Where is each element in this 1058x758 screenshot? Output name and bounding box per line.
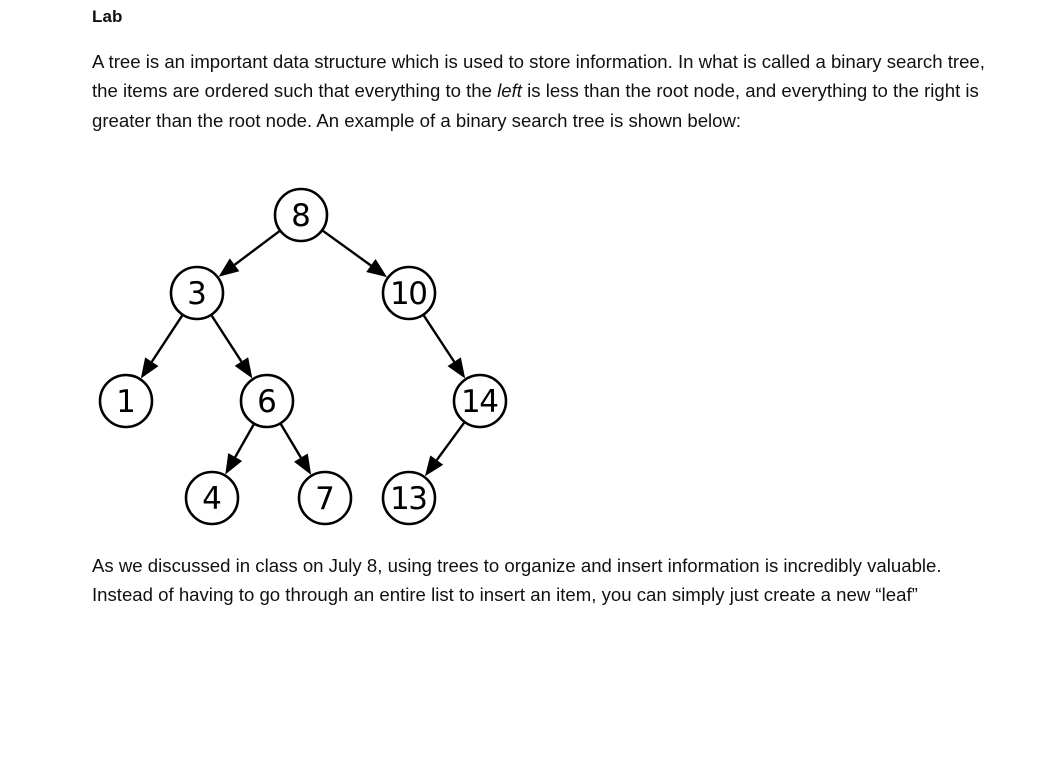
node-label: 10 bbox=[390, 276, 428, 312]
edge-line bbox=[212, 316, 242, 362]
arrowhead-icon bbox=[447, 357, 465, 378]
edge-line bbox=[437, 423, 464, 460]
intro-text-part2: is less than the root node, and everything to the right is greater than the root node. An example of a binary search tree is shown below: bbox=[92, 80, 979, 131]
arrowhead-icon bbox=[225, 453, 242, 474]
tree-node bbox=[171, 267, 223, 319]
tree-node bbox=[383, 472, 435, 524]
intro-emphasis: left bbox=[497, 80, 522, 102]
tree-node bbox=[383, 267, 435, 319]
followup-line-1: As we discussed in class on July 8, using trees to organize and insert information is incredibly valuable. bbox=[92, 555, 942, 576]
document-title: Lab bbox=[92, 7, 123, 26]
tree-node bbox=[299, 472, 351, 524]
node-label: 13 bbox=[390, 481, 428, 517]
tree-edge bbox=[219, 231, 280, 277]
edge-line bbox=[424, 316, 454, 362]
edge-line bbox=[152, 316, 182, 362]
intro-text-part1: A tree is an important data structure which is used to store information. In what is called a binary search tree, the items are ordered such that everything to the bbox=[92, 51, 985, 102]
tree-node bbox=[275, 189, 327, 241]
arrowhead-icon bbox=[141, 357, 159, 378]
tree-edge bbox=[424, 316, 465, 379]
tree-edge bbox=[281, 424, 311, 475]
arrowhead-icon bbox=[294, 454, 311, 475]
tree-node bbox=[186, 472, 238, 524]
edge-line bbox=[281, 424, 301, 457]
tree-edge bbox=[323, 231, 387, 277]
tree-nodes bbox=[100, 189, 506, 524]
node-label: 1 bbox=[116, 384, 136, 420]
arrowhead-icon bbox=[366, 259, 387, 277]
followup-paragraph bbox=[92, 551, 1052, 610]
edge-line bbox=[323, 231, 371, 266]
node-label: 3 bbox=[187, 276, 207, 312]
tree-node bbox=[100, 375, 152, 427]
tree-edge bbox=[425, 423, 464, 476]
tree-edge bbox=[212, 316, 253, 379]
edge-line bbox=[235, 231, 280, 265]
node-label: 14 bbox=[461, 384, 499, 420]
edge-line bbox=[235, 424, 254, 457]
arrowhead-icon bbox=[219, 258, 240, 276]
node-label: 8 bbox=[291, 198, 311, 234]
tree-edge bbox=[225, 424, 253, 474]
tree-node bbox=[454, 375, 506, 427]
arrowhead-icon bbox=[425, 455, 443, 476]
node-label: 4 bbox=[202, 481, 222, 517]
tree-node bbox=[241, 375, 293, 427]
arrowhead-icon bbox=[235, 357, 253, 378]
node-label: 7 bbox=[315, 481, 335, 517]
followup-line-2: Instead of having to go through an entire list to insert an item, you can simply just create a new “leaf” bbox=[92, 584, 918, 606]
tree-edge bbox=[141, 316, 182, 379]
node-label: 6 bbox=[257, 384, 277, 420]
